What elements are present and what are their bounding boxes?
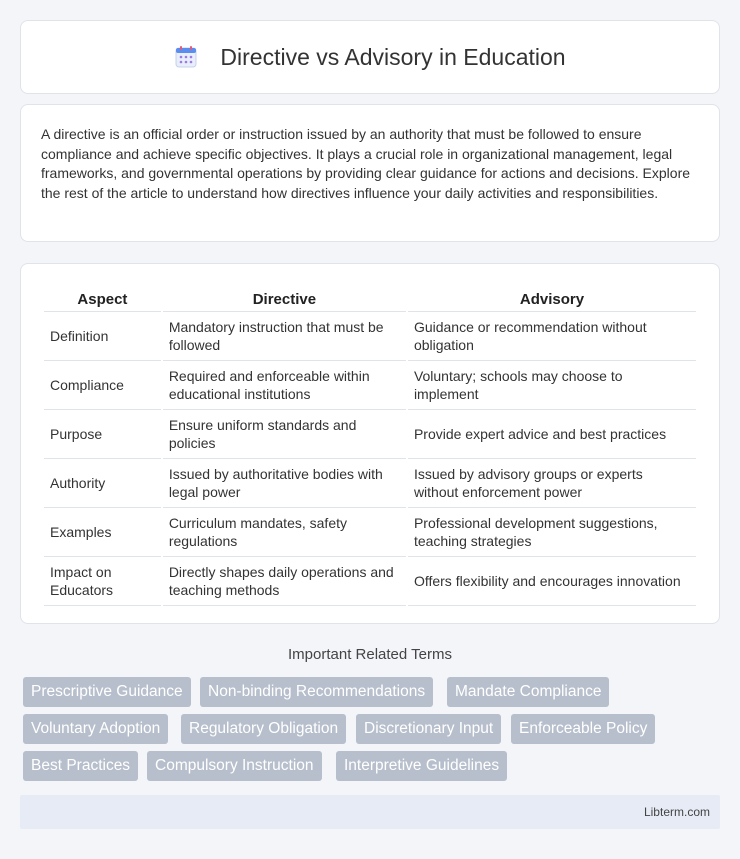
- term-tag[interactable]: Prescriptive Guidance: [23, 677, 191, 707]
- term-tag[interactable]: Regulatory Obligation: [181, 714, 346, 744]
- table-cell: Compliance: [44, 361, 161, 410]
- table-cell: Purpose: [44, 410, 161, 459]
- title-card: [20, 20, 720, 94]
- calendar-icon: [174, 45, 198, 69]
- table-row: [44, 312, 696, 361]
- footer: [20, 795, 720, 829]
- column-header-directive: Directive: [163, 284, 406, 312]
- table-row: [44, 361, 696, 410]
- table-cell: Issued by authoritative bodies with legal power: [163, 459, 406, 508]
- table-row: [44, 459, 696, 508]
- column-header-advisory: Advisory: [408, 284, 696, 312]
- table-cell: Issued by advisory groups or experts without enforcement power: [408, 459, 696, 508]
- table-cell: Authority: [44, 459, 161, 508]
- table-cell: Provide expert advice and best practices: [408, 410, 696, 459]
- term-tag[interactable]: Enforceable Policy: [511, 714, 655, 744]
- term-tag[interactable]: Non-binding Recommendations: [200, 677, 433, 707]
- table-row: [44, 410, 696, 459]
- term-tag[interactable]: Discretionary Input: [356, 714, 501, 744]
- table-row: [44, 557, 696, 606]
- page-title: Directive vs Advisory in Education: [220, 43, 566, 70]
- table-cell: Offers flexibility and encourages innovation: [408, 557, 696, 606]
- term-tag[interactable]: Compulsory Instruction: [147, 751, 322, 781]
- term-tag[interactable]: Best Practices: [23, 751, 138, 781]
- table-cell: Required and enforceable within educational institutions: [163, 361, 406, 410]
- table-cell: Ensure uniform standards and policies: [163, 410, 406, 459]
- footer-brand-link[interactable]: Libterm.com: [643, 805, 710, 819]
- table-cell: Voluntary; schools may choose to implement: [408, 361, 696, 410]
- term-tag[interactable]: Voluntary Adoption: [23, 714, 168, 744]
- table-cell: Directly shapes daily operations and teaching methods: [163, 557, 406, 606]
- table-cell: Examples: [44, 508, 161, 557]
- column-header-aspect: Aspect: [44, 284, 161, 312]
- table-cell: Impact on Educators: [44, 557, 161, 606]
- table-cell: Professional development suggestions, teaching strategies: [408, 508, 696, 557]
- table-cell: Guidance or recommendation without obligation: [408, 312, 696, 361]
- comparison-card: [20, 263, 720, 624]
- related-terms-title: Important Related Terms: [288, 646, 452, 663]
- table-header-row: [44, 284, 696, 312]
- comparison-table: [42, 284, 698, 606]
- intro-card: [20, 104, 720, 242]
- table-cell: Mandatory instruction that must be followed: [163, 312, 406, 361]
- intro-text: A directive is an official order or instruction issued by an authority that must be followed to ensure compliance and achieve specific objectives. It plays a crucial role in organizational management, legal frameworks, and governmental operations by providing clear guidance for actions and decisions. Explore the rest of the article to understand how directives influence your daily activities and responsibilities.: [41, 126, 691, 201]
- table-cell: Curriculum mandates, safety regulations: [163, 508, 406, 557]
- term-tag[interactable]: Interpretive Guidelines: [336, 751, 507, 781]
- table-row: [44, 508, 696, 557]
- table-cell: Definition: [44, 312, 161, 361]
- term-tag[interactable]: Mandate Compliance: [447, 677, 609, 707]
